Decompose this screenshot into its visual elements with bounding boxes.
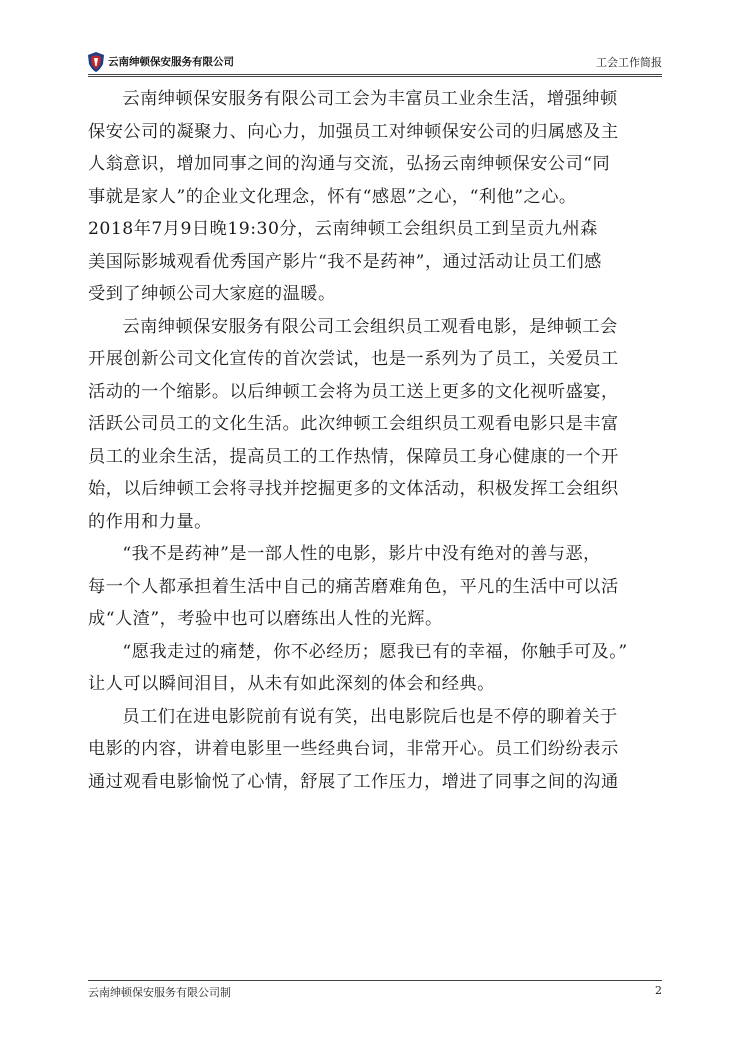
paragraph-4: “愿我走过的痛楚，你不必经历；愿我已有的幸福，你触手可及。” 让人可以瞬间泪目，从未有如此深刻的体会和经典。 xyxy=(88,641,628,694)
header-divider xyxy=(88,74,662,77)
document-body xyxy=(88,83,662,798)
paragraph-3: “我不是药神”是一部人性的电影，影片中没有绝对的善与恶， 每一个人都承担着生活中自己的痛苦磨难角色，平凡的生活中可以活 成“人渣”，考验中也可以磨练出人性的光辉。 xyxy=(88,544,619,629)
paragraph-1: 云南绅顿保安服务有限公司工会为丰富员工业余生活，增强绅顿 保安公司的凝聚力、向心力，加强员工对绅顿保安公司的归属感及主 人翁意识，增加同事之间的沟通与交流，弘扬云南绅顿保安公司“同 事就是家人”的企业文化理念，怀有“感恩”之心，“利他”之心。 2018年7月9日晚19:30分，云南绅顿工会组织员工到呈贡九州森 美国际影城观看优秀国产影片“我不是药神”，通过活动让员工们感 受到了绅顿公司大家庭的温暖。 xyxy=(88,89,619,304)
footer-divider xyxy=(88,980,662,981)
page-header xyxy=(88,52,662,74)
page-number: 2 xyxy=(655,984,662,997)
header-report-title: 工会工作简报 xyxy=(596,56,662,69)
shield-logo-icon xyxy=(88,52,104,72)
header-company-name: 云南绅顿保安服务有限公司 xyxy=(108,56,234,68)
paragraph-2: 云南绅顿保安服务有限公司工会组织员工观看电影，是绅顿工会 开展创新公司文化宣传的首次尝试，也是一系列为了员工，关爱员工 活动的一个缩影。以后绅顿工会将为员工送上更多的文化视听盛宴， 活跃公司员工的文化生活。此次绅顿工会组织员工观看电影只是丰富 员工的业余生活，提高员工的工作热情，保障员工身心健康的一个开 始，以后绅顿工会将寻找并挖掘更多的文体活动，积极发挥工会组织 的作用和力量。 xyxy=(88,316,619,532)
paragraph-5: 员工们在进电影院前有说有笑，出电影院后也是不停的聊着关于 电影的内容，讲着电影里一些经典台词，非常开心。员工们纷纷表示 通过观看电影愉悦了心情，舒展了工作压力，增进了同事之间的沟通 xyxy=(88,706,619,792)
footer-company: 云南绅顿保安服务有限公司制 xyxy=(88,986,231,999)
